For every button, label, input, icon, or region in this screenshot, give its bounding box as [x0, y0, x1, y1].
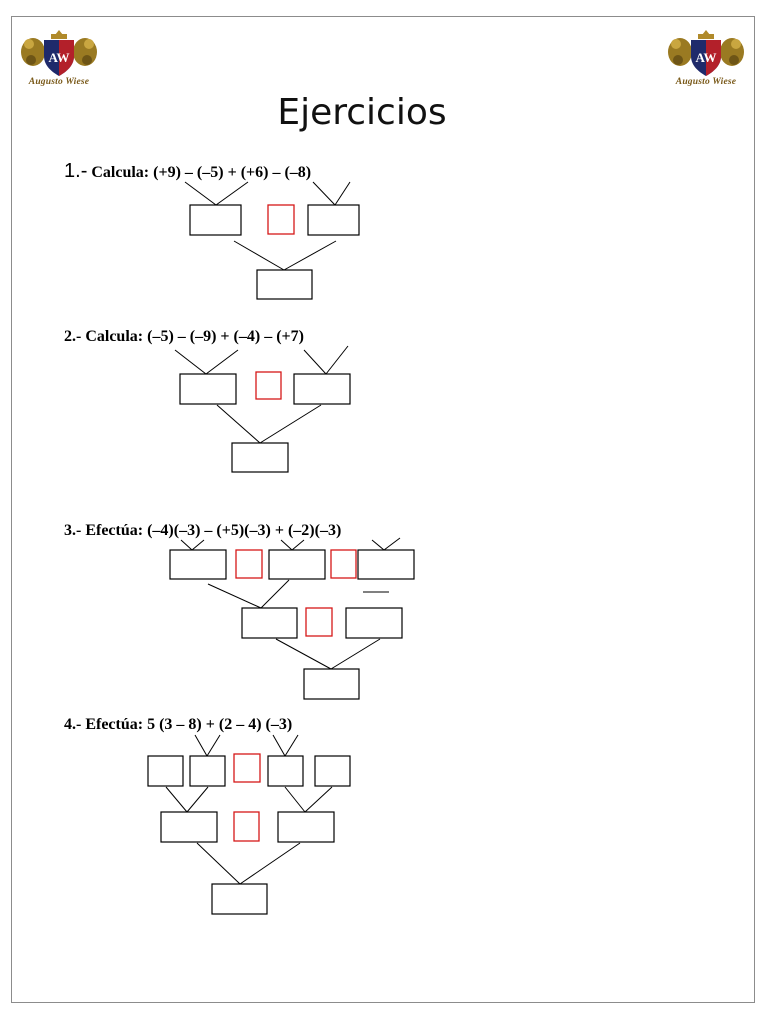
answer-box[interactable] — [268, 756, 303, 786]
answer-box[interactable] — [294, 374, 350, 404]
answer-box[interactable] — [358, 550, 414, 579]
exercise-1-tree — [185, 182, 359, 299]
exercise-4-tree — [148, 735, 350, 914]
answer-box[interactable] — [308, 205, 359, 235]
answer-box[interactable] — [346, 608, 402, 638]
operator-box[interactable] — [331, 550, 356, 578]
exercise-2-expression: (–5) – (–9) + (–4) – (+7) — [147, 328, 304, 345]
connector-line — [313, 182, 335, 205]
result-box[interactable] — [212, 884, 267, 914]
connector-line — [195, 735, 207, 756]
exercise-1-number: 1. — [64, 160, 81, 182]
exercise-3-verb: Efectúa: — [85, 522, 144, 539]
exercise-3-dash: - — [76, 522, 82, 539]
answer-box[interactable] — [242, 608, 297, 638]
connector-line — [217, 405, 260, 443]
answer-box[interactable] — [269, 550, 325, 579]
school-name: Augusto Wiese — [28, 77, 90, 87]
operator-box[interactable] — [268, 205, 294, 234]
result-box[interactable] — [232, 443, 288, 472]
connector-line — [273, 735, 285, 756]
exercise-4-dash: - — [76, 716, 82, 733]
connector-line — [276, 639, 331, 669]
exercise-1-expression: (+9) – (–5) + (+6) – (–8) — [153, 164, 312, 181]
page-title: Ejercicios — [277, 92, 447, 133]
exercise-2-tree — [175, 346, 350, 472]
connector-line — [284, 241, 336, 270]
result-box[interactable] — [304, 669, 359, 699]
connector-line — [175, 350, 206, 374]
logo-monogram: AW — [48, 50, 70, 65]
connector-line — [240, 843, 300, 884]
exercise-4-expression: 5 (3 – 8) + (2 – 4) (–3) — [147, 716, 293, 733]
operator-box[interactable] — [256, 372, 281, 399]
connector-line — [331, 639, 380, 669]
connector-line — [234, 241, 284, 270]
exercise-2-dash: - — [76, 328, 82, 345]
connector-line — [185, 182, 216, 205]
connector-line — [372, 540, 384, 550]
answer-box[interactable] — [148, 756, 183, 786]
connector-line — [261, 580, 289, 608]
connector-line — [285, 787, 305, 812]
connector-line — [207, 735, 220, 756]
connector-line — [305, 787, 332, 812]
connector-line — [292, 540, 304, 550]
connector-line — [192, 540, 204, 550]
answer-box[interactable] — [161, 812, 217, 842]
exercise-1-dash: - — [80, 160, 88, 182]
connector-line — [285, 735, 298, 756]
exercise-3-tree — [170, 538, 414, 699]
answer-box[interactable] — [190, 205, 241, 235]
exercise-1-verb: Calcula: — [91, 164, 150, 181]
connector-line — [197, 843, 240, 884]
connector-line — [326, 346, 348, 374]
connector-line — [216, 182, 248, 205]
answer-box[interactable] — [190, 756, 225, 786]
exercise-4-number: 4. — [64, 716, 76, 733]
logo-monogram: AW — [695, 50, 717, 65]
connector-line — [260, 405, 321, 443]
exercise-3-expression: (–4)(–3) – (+5)(–3) + (–2)(–3) — [147, 522, 342, 539]
exercise-3-number: 3. — [64, 522, 76, 539]
connector-line — [181, 540, 192, 550]
answer-box[interactable] — [180, 374, 236, 404]
connector-line — [384, 538, 400, 550]
exercise-4-verb: Efectúa: — [85, 716, 144, 733]
exercise-2-verb: Calcula: — [85, 328, 144, 345]
exercise-2-number: 2. — [64, 328, 76, 345]
answer-box[interactable] — [170, 550, 226, 579]
connector-line — [304, 350, 326, 374]
operator-box[interactable] — [234, 812, 259, 841]
operator-box[interactable] — [236, 550, 262, 578]
connector-line — [187, 787, 208, 812]
school-name: Augusto Wiese — [675, 77, 737, 87]
answer-box[interactable] — [315, 756, 350, 786]
connector-line — [281, 540, 292, 550]
connector-line — [208, 584, 261, 608]
operator-box[interactable] — [306, 608, 332, 636]
result-box[interactable] — [257, 270, 312, 299]
connector-line — [335, 182, 350, 205]
connector-line — [206, 350, 238, 374]
operator-box[interactable] — [234, 754, 260, 782]
connector-line — [166, 787, 187, 812]
answer-box[interactable] — [278, 812, 334, 842]
